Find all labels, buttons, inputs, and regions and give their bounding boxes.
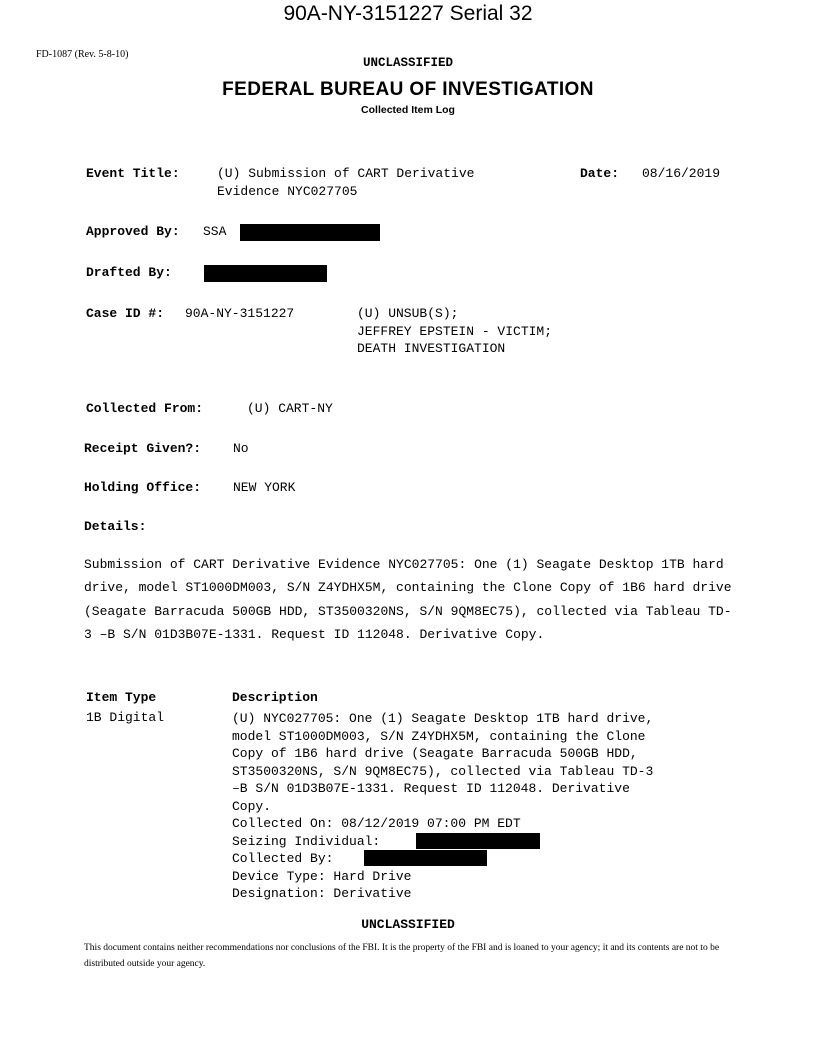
event-title-line2: Evidence NYC027705 — [217, 184, 358, 199]
classification-top: UNCLASSIFIED — [362, 56, 453, 70]
description-line-3: Copy of 1B6 hard drive (Seagate Barracuda 500GB HDD, — [232, 746, 638, 761]
date-label: Date: — [580, 166, 620, 181]
receipt-given-value: No — [233, 441, 249, 456]
case-id-value: 90A-NY-3151227 — [185, 306, 295, 321]
case-id-label: Case ID #: — [86, 306, 165, 321]
device-type: Device Type: Hard Drive — [232, 868, 412, 884]
approved-by-label: Approved By: — [86, 224, 180, 239]
form-subtitle: Collected Item Log — [361, 104, 455, 116]
redaction-approved-by — [240, 224, 380, 241]
description-line-1: (U) NYC027705: One (1) Seagate Desktop 1TB hard drive, — [232, 711, 654, 726]
description-line-2: model ST1000DM003, S/N Z4YDHX5M, containing the Clone — [232, 728, 646, 744]
collected-from-label: Collected From: — [86, 401, 204, 416]
case-title-line1: (U) UNSUB(S); — [357, 306, 459, 321]
collected-by-label: Collected By: — [232, 851, 334, 866]
receipt-given-label: Receipt Given?: — [84, 441, 202, 456]
description-line-6: Copy. — [232, 798, 272, 814]
item-type-header: Item Type — [86, 690, 157, 705]
item-type-value: 1B Digital — [86, 710, 165, 725]
details-paragraph: Submission of CART Derivative Evidence NYC027705: One (1) Seagate Desktop 1TB hard drive, model ST1000DM003, S/N Z4YDHX5M, containing the Clone Copy of 1B6 hard drive (Seagate Barracuda 500GB HDD, ST3500320NS, S/N 9QM8EC75), collected via Tableau TD-3 –B S/N 01D3B07E-1331. Request ID 112048. Derivative Copy. — [84, 557, 732, 643]
drafted-by-label: Drafted By: — [86, 265, 172, 280]
holding-office-value: NEW YORK — [233, 480, 296, 495]
collected-from-value: (U) CART-NY — [247, 401, 333, 416]
agency-title: FEDERAL BUREAU OF INVESTIGATION — [222, 79, 594, 100]
case-title-line2: JEFFREY EPSTEIN - VICTIM; — [357, 324, 553, 339]
seizing-individual-label: Seizing Individual: — [232, 833, 381, 849]
holding-office-label: Holding Office: — [84, 480, 202, 495]
designation: Designation: Derivative — [232, 886, 412, 901]
classification-bottom: UNCLASSIFIED — [361, 917, 455, 932]
description-line-5: –B S/N 01D3B07E-1331. Request ID 112048. Derivative — [232, 781, 630, 796]
collected-on: Collected On: 08/12/2019 07:00 PM EDT — [232, 816, 521, 831]
event-title-line1: (U) Submission of CART Derivative — [217, 166, 475, 181]
case-title-line3: DEATH INVESTIGATION — [357, 341, 506, 356]
footer-disclaimer: This document contains neither recommendations nor conclusions of the FBI. It is the property of the FBI and is loaned to your agency; it and its contents are not to be distributed outside your agency. — [84, 943, 720, 969]
document-serial: 90A-NY-3151227 Serial 32 — [283, 2, 533, 25]
redaction-drafted-by — [204, 265, 327, 282]
form-number: FD-1087 (Rev. 5-8-10) — [36, 49, 129, 60]
redaction-collected-by — [364, 850, 487, 866]
description-header: Description — [232, 690, 318, 705]
redaction-seizing-individual — [416, 833, 540, 849]
details-label: Details: — [84, 519, 147, 534]
approved-by-value: SSA — [203, 224, 227, 239]
date-value: 08/16/2019 — [642, 166, 721, 181]
description-line-4: ST3500320NS, S/N 9QM8EC75), collected via Tableau TD-3 — [232, 763, 654, 779]
event-title-label: Event Title: — [86, 166, 180, 181]
